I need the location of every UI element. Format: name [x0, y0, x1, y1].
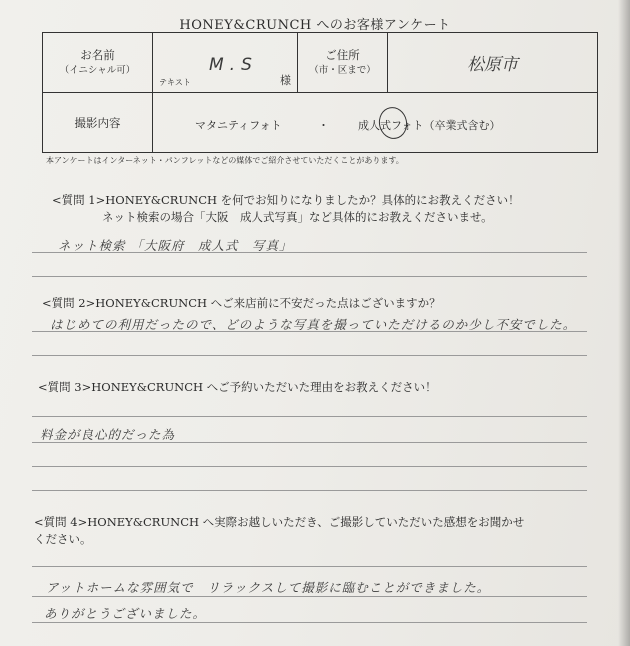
answer-line — [32, 466, 587, 467]
customer-info-table — [42, 32, 598, 153]
question-4-subtext: ください。 — [34, 532, 92, 546]
shoot-options — [153, 93, 598, 153]
name-sub-label: （イニシャル可） — [59, 64, 136, 76]
address-field[interactable]: 松原市 — [388, 33, 598, 93]
answer-line — [32, 596, 587, 597]
answer-line — [32, 566, 587, 567]
answer-2: はじめての利用だったので、どのような写真を撮っていただけるのか少し不安でした。 — [50, 317, 577, 332]
name-field[interactable] — [153, 33, 298, 93]
question-1-text: <質問 1>HONEY&CRUNCH を何でお知りになりましたか？具体的にお教えください！ — [52, 193, 520, 207]
option-separator: ・ — [318, 119, 329, 132]
answer-line — [32, 331, 587, 332]
question-4-text: <質問 4>HONEY&CRUNCH へ実際お越しいただき、ご撮影していただいた感想をお聞かせ — [34, 515, 525, 529]
answer-line — [32, 490, 587, 491]
question-3 — [38, 379, 437, 396]
name-label: お名前 — [80, 47, 115, 62]
question-4 — [34, 514, 524, 548]
name-value: M.S — [209, 55, 258, 75]
honorific: 様 — [280, 74, 291, 87]
address-label-cell — [298, 33, 388, 93]
name-label-cell — [43, 33, 153, 93]
page-edge-shadow — [618, 0, 630, 646]
answer-4-line-1: アットホームな雰囲気で リラックスして撮影に臨むことができました。 — [46, 580, 491, 595]
address-label: ご住所 — [325, 47, 360, 62]
answer-line — [32, 416, 587, 417]
option-maternity[interactable]: マタニティフォト — [195, 119, 282, 132]
question-3-text: <質問 3>HONEY&CRUNCH へご予約いただいた理由をお教えください！ — [38, 380, 437, 394]
question-1 — [52, 192, 520, 226]
answer-line — [32, 442, 587, 443]
answer-line — [32, 276, 587, 277]
option-seijinshiki[interactable]: 成人式フォト（卒業式含む） — [358, 119, 501, 132]
shoot-label: 撮影内容 — [43, 93, 153, 153]
answer-1: ネット検索 「大阪府 成人式 写真」 — [58, 238, 293, 253]
usage-notice: 本アンケートはインターネット・パンフレットなどの媒体でご紹介させていただくことがあります。 — [46, 156, 404, 165]
answer-4-line-2: ありがとうございました。 — [44, 606, 207, 621]
question-2-text: <質問 2>HONEY&CRUNCH へご来店前に不安だった点はございますか？ — [42, 296, 441, 310]
answer-3: 料金が良心的だった為 — [40, 427, 176, 442]
text-hint: テキスト — [159, 78, 191, 87]
page-title: HONEY&CRUNCH へのお客様アンケート — [179, 18, 451, 33]
answer-line — [32, 355, 587, 356]
answer-line — [32, 622, 587, 623]
question-2 — [42, 295, 441, 312]
question-1-subtext: ネット検索の場合「大阪 成人式写真」など具体的にお教えくださいませ。 — [102, 210, 493, 224]
address-sub-label: （市・区まで） — [309, 64, 376, 76]
selection-circle — [376, 104, 410, 141]
answer-line — [32, 252, 587, 253]
